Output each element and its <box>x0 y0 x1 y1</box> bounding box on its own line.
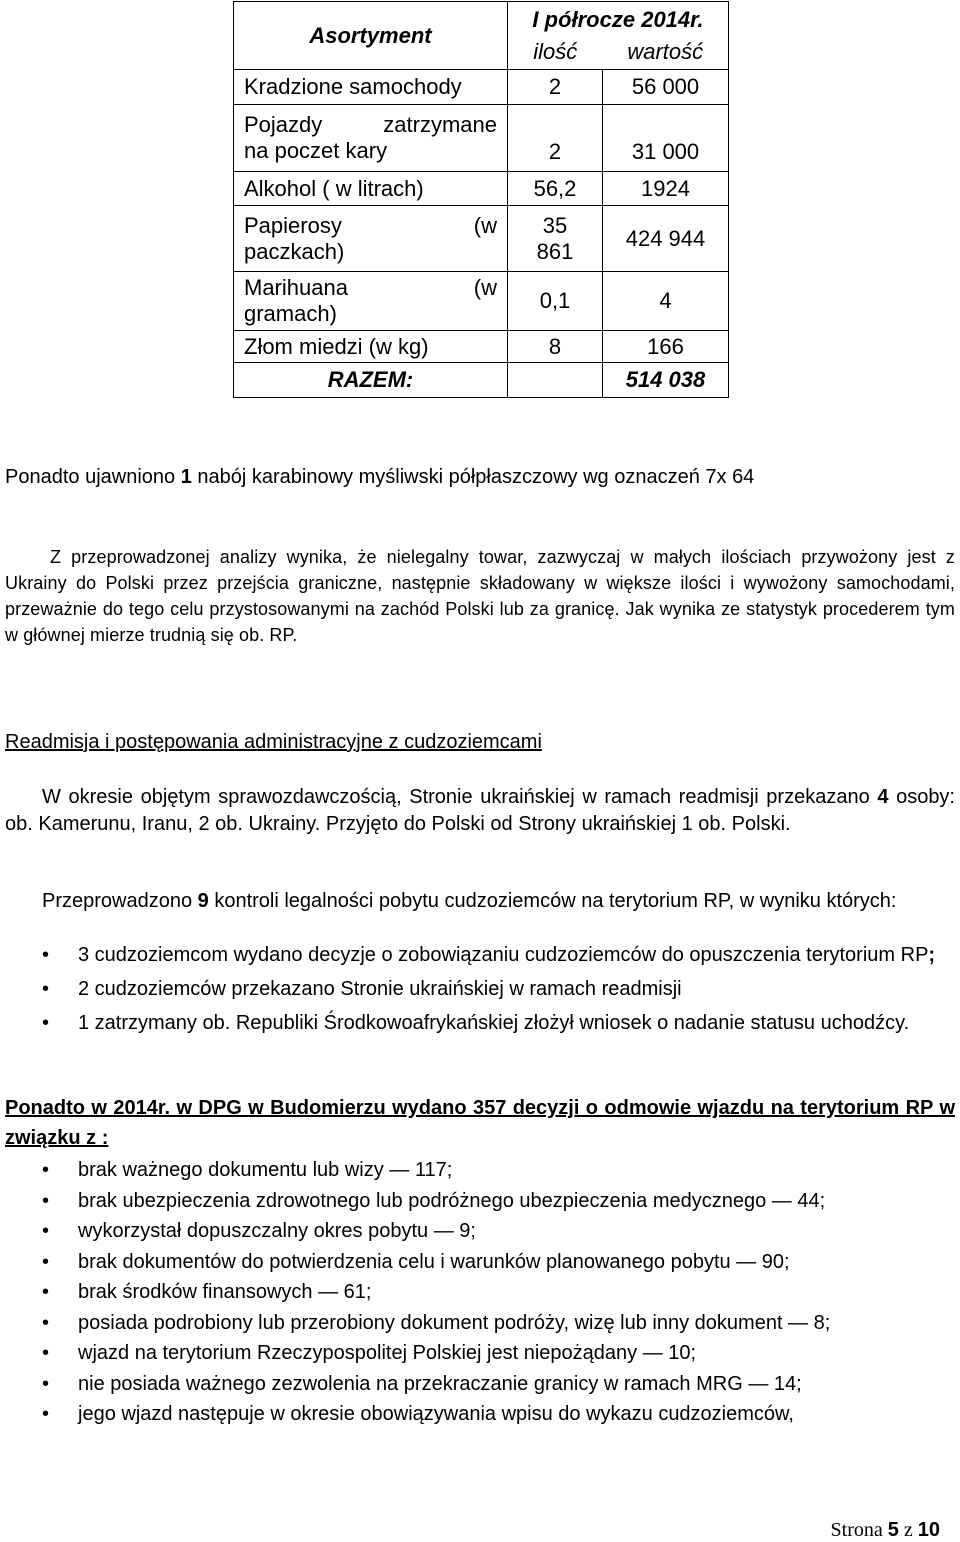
footer-mid: z <box>898 1519 918 1541</box>
readmission-p1-after: osoby: ob. Kamerunu, Iranu, 2 ob. Ukrainy. Przyjęto do Polski od Strony ukraińskiej 1 ob. Polski. <box>5 786 955 835</box>
list-item <box>0 1247 955 1277</box>
item-value: 31 000 <box>603 105 729 172</box>
list-item <box>0 1399 955 1429</box>
readmission-list <box>0 940 955 1038</box>
bullet-icon: • <box>42 1189 50 1212</box>
item-name-line1: Marihuana (w <box>244 275 497 300</box>
page-footer <box>831 1519 940 1542</box>
list-item <box>0 1338 955 1368</box>
analysis-paragraph <box>5 544 955 648</box>
total-label: RAZEM: <box>234 363 508 398</box>
item-name-line2: na poczet kary <box>244 138 388 163</box>
bullet-icon: • <box>42 1250 50 1273</box>
list-item-text: posiada podrobiony lub przerobiony dokument podróży, wizę lub inny dokument — 8; <box>78 1311 831 1334</box>
item-value: 4 <box>603 272 729 331</box>
readmission-paragraph-2 <box>5 888 955 915</box>
list-item-text: brak dokumentów do potwierdzenia celu i warunków planowanego pobytu — 90; <box>78 1250 790 1273</box>
list-item <box>0 1277 955 1307</box>
bullet-icon: • <box>42 978 50 1000</box>
bullet-icon: • <box>42 1311 50 1334</box>
readmission-p1-before: W okresie objętym sprawozdawczością, Stronie ukraińskiej w ramach readmisji przekazano <box>42 786 878 808</box>
item-value: 424 944 <box>603 206 729 272</box>
readmission-heading: Readmisja i postępowania administracyjne z cudzoziemcami <box>5 731 542 753</box>
item-name-line2: gramach) <box>244 301 337 326</box>
refusals-heading: Ponadto w 2014r. w DPG w Budomierzu wydano 357 decyzji o odmowie wjazdu na terytorium RP w związku z : <box>5 1097 955 1149</box>
item-value: 1924 <box>603 172 729 206</box>
item-name: Alkohol ( w litrach) <box>234 172 508 206</box>
list-item-text: brak ubezpieczenia zdrowotnego lub podróżnego ubezpieczenia medycznego — 44; <box>78 1189 826 1212</box>
item-name: Złom miedzi (w kg) <box>234 331 508 363</box>
total-value: 514 038 <box>603 363 729 398</box>
item-name <box>234 206 508 272</box>
list-item-text: 3 cudzoziemcom wydano decyzje o zobowiązaniu cudzoziemców do opuszczenia terytorium RP <box>78 944 929 966</box>
table-row <box>234 206 729 272</box>
item-value: 166 <box>603 331 729 363</box>
list-item-text: 1 zatrzymany ob. Republiki Środkowoafrykańskiej złożył wniosek o nadanie statusu uchodźcy. <box>78 1012 910 1034</box>
bullet-icon: • <box>42 1220 50 1242</box>
table-row <box>234 70 729 105</box>
header-value: wartość <box>603 36 729 70</box>
list-item <box>0 1008 955 1038</box>
item-qty: 2 <box>508 105 603 172</box>
list-item <box>0 1308 955 1338</box>
item-qty: 2 <box>508 70 603 105</box>
analysis-text-2: Jak wynika ze statystyk procederem tym w głównej mierze trudnią się ob. RP. <box>5 599 955 645</box>
item-qty-line1: 35 <box>542 212 568 238</box>
ammunition-count: 1 <box>180 466 192 488</box>
list-item-text: jego wjazd następuje w okresie obowiązywania wpisu do wykazu cudzoziemców, <box>78 1403 794 1425</box>
list-item <box>0 1369 955 1399</box>
item-name <box>234 272 508 331</box>
bullet-icon: • <box>42 1012 50 1034</box>
list-item-text: brak ważnego dokumentu lub wizy — 117; <box>78 1159 453 1181</box>
item-name <box>234 105 508 172</box>
footer-page-number: 5 <box>887 1519 899 1541</box>
item-qty <box>508 206 603 272</box>
item-qty: 0,1 <box>508 272 603 331</box>
bullet-icon: • <box>42 1159 50 1181</box>
readmission-p1-count: 4 <box>877 786 889 808</box>
item-name-line1: Pojazdy zatrzymane <box>244 112 497 137</box>
bullet-icon: • <box>42 1342 50 1364</box>
list-item-text: nie posiada ważnego zezwolenia na przekraczanie granicy w ramach MRG — 14; <box>78 1372 802 1395</box>
readmission-paragraph-1 <box>5 784 955 838</box>
item-value: 56 000 <box>603 70 729 105</box>
ammunition-paragraph <box>5 464 955 491</box>
refusals-list <box>0 1155 955 1429</box>
assortment-table <box>233 1 729 398</box>
bullet-icon: • <box>42 1403 50 1425</box>
table-total-row <box>234 363 729 398</box>
table-row <box>234 105 729 172</box>
item-name-line1: Papierosy (w <box>244 212 497 238</box>
item-qty-line2: 861 <box>536 238 574 264</box>
readmission-p2-after: kontroli legalności pobytu cudzoziemców na terytorium RP, w wyniku których: <box>208 890 897 912</box>
list-item-text: wjazd na terytorium Rzeczypospolitej Polskiej jest niepożądany — 10; <box>78 1342 697 1364</box>
item-name: Kradzione samochody <box>234 70 508 105</box>
item-qty: 56,2 <box>508 172 603 206</box>
bullet-icon: • <box>42 1372 50 1395</box>
item-name-line2: paczkach) <box>244 238 345 264</box>
list-item-suffix: ; <box>928 944 936 966</box>
list-item <box>0 974 955 1004</box>
analysis-text-1: Z przeprowadzonej analizy wynika, że nielegalny towar, zazwyczaj w małych ilościach przywożony jest z Ukrainy do Polski przez przejścia graniczne, następnie składowany w większe ilości i wywożony samochodami, przeważnie do tego celu przystosowanymi na zachód Polski lub za granicę. <box>5 547 955 619</box>
ammunition-text-after: nabój karabinowy myśliwski półpłaszczowy wg oznaczeń 7x 64 <box>191 466 755 488</box>
list-item <box>0 1186 955 1216</box>
footer-page-total: 10 <box>917 1519 940 1541</box>
list-item-text: wykorzystał dopuszczalny okres pobytu — 9; <box>78 1220 476 1242</box>
list-item-text: 2 cudzoziemców przekazano Stronie ukraińskiej w ramach readmisji <box>78 978 682 1000</box>
bullet-icon: • <box>42 1281 50 1303</box>
header-qty: ilość <box>508 36 603 70</box>
table-row <box>234 272 729 331</box>
table-row <box>234 331 729 363</box>
bullet-icon: • <box>42 944 50 966</box>
list-item <box>0 1216 955 1246</box>
header-assortment: Asortyment <box>234 2 508 70</box>
item-qty: 8 <box>508 331 603 363</box>
total-qty-empty <box>508 363 603 398</box>
footer-prefix: Strona <box>830 1519 888 1541</box>
list-item <box>0 1155 955 1185</box>
table-row <box>234 172 729 206</box>
header-period: I półrocze 2014r. <box>508 2 729 36</box>
ammunition-text-before: Ponadto ujawniono <box>5 466 181 488</box>
readmission-p2-before: Przeprowadzono <box>42 890 198 912</box>
readmission-p2-count: 9 <box>197 890 209 912</box>
list-item <box>0 940 955 970</box>
list-item-text: brak środków finansowych — 61; <box>78 1281 372 1303</box>
